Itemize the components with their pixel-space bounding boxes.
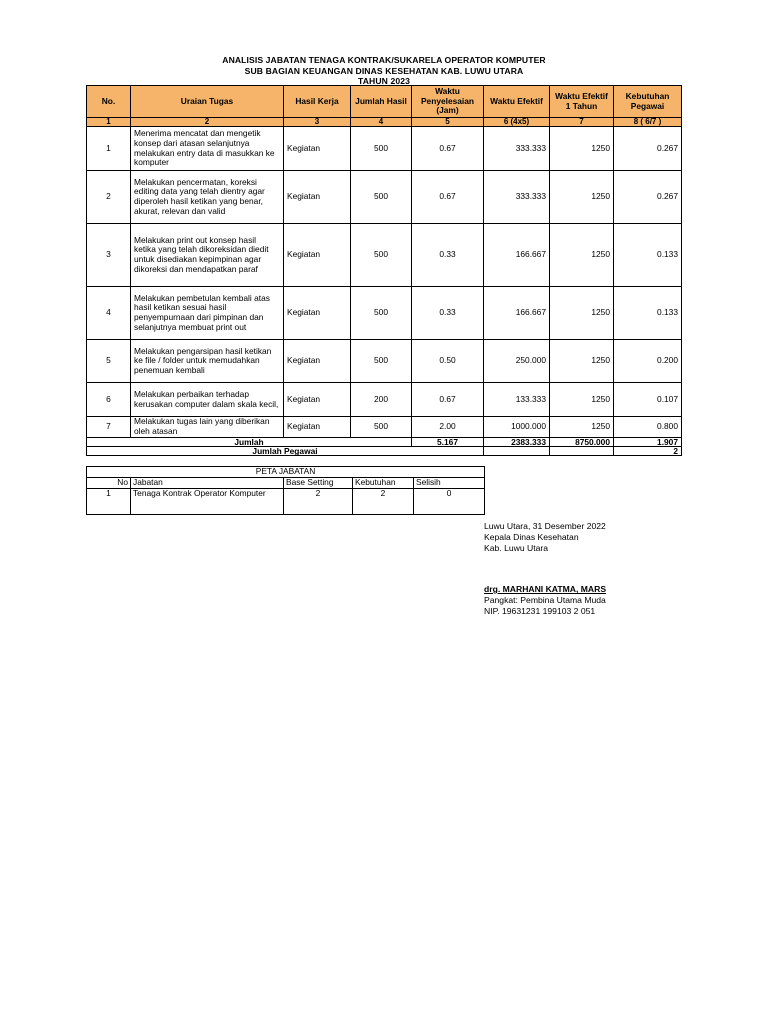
peta-jabatan-table xyxy=(86,466,485,515)
row-tahun: 1250 xyxy=(550,287,614,340)
peta-row-base: 2 xyxy=(284,489,353,515)
row-efektif: 166.667 xyxy=(484,287,550,340)
row-waktu: 0.50 xyxy=(412,340,484,383)
row-no: 3 xyxy=(87,224,131,287)
row-kebutuhan: 0.267 xyxy=(614,171,682,224)
header-hasil-kerja: Hasil Kerja xyxy=(284,86,351,118)
jumlah-efektif: 2383.333 xyxy=(484,438,550,447)
row-kebutuhan: 0.107 xyxy=(614,383,682,417)
peta-row-jabatan: Tenaga Kontrak Operator Komputer xyxy=(131,489,284,515)
row-tahun: 1250 xyxy=(550,127,614,171)
peta-header-jabatan: Jabatan xyxy=(131,478,284,489)
row-kebutuhan: 0.267 xyxy=(614,127,682,171)
table-row xyxy=(87,224,682,287)
row-task: Melakukan print out konsep hasil ketika yang telah dikoreksidan diedit untuk disediakan kepimpinan agar dikoreksi dan mendapatkan paraf xyxy=(131,224,284,287)
peta-row xyxy=(87,489,485,515)
analysis-table xyxy=(86,85,682,456)
header-waktu-penyelesaian: Waktu Penyelesaian (Jam) xyxy=(412,86,484,118)
col-number: 8 ( 6/7 ) xyxy=(614,118,682,127)
row-tahun: 1250 xyxy=(550,417,614,438)
table-row xyxy=(87,417,682,438)
row-jumlah: 500 xyxy=(351,224,412,287)
header-waktu-efektif-tahun: Waktu Efektif 1 Tahun xyxy=(550,86,614,118)
jumlah-pegawai-value: 2 xyxy=(614,447,682,456)
row-waktu: 0.67 xyxy=(412,171,484,224)
row-jumlah: 500 xyxy=(351,127,412,171)
row-waktu: 0.33 xyxy=(412,224,484,287)
column-number-row xyxy=(87,118,682,127)
table-row xyxy=(87,287,682,340)
col-number: 6 (4x5) xyxy=(484,118,550,127)
jumlah-tahun: 8750.000 xyxy=(550,438,614,447)
row-jumlah: 500 xyxy=(351,171,412,224)
header-jumlah-hasil: Jumlah Hasil xyxy=(351,86,412,118)
row-no: 4 xyxy=(87,287,131,340)
peta-header-selisih: Selisih xyxy=(414,478,485,489)
row-efektif: 333.333 xyxy=(484,127,550,171)
empty-cell xyxy=(484,447,550,456)
peta-header-base-setting: Base Setting xyxy=(284,478,353,489)
row-tahun: 1250 xyxy=(550,383,614,417)
row-task: Melakukan perbaikan terhadap kerusakan computer dalam skala kecil, xyxy=(131,383,284,417)
signature-space xyxy=(484,554,606,584)
empty-cell xyxy=(550,447,614,456)
jumlah-row xyxy=(87,438,682,447)
row-efektif: 133.333 xyxy=(484,383,550,417)
row-no: 5 xyxy=(87,340,131,383)
header-no: No. xyxy=(87,86,131,118)
jumlah-waktu: 5.167 xyxy=(412,438,484,447)
row-tahun: 1250 xyxy=(550,340,614,383)
col-number: 3 xyxy=(284,118,351,127)
row-kebutuhan: 0.800 xyxy=(614,417,682,438)
jumlah-label: Jumlah xyxy=(87,438,412,447)
row-efektif: 333.333 xyxy=(484,171,550,224)
row-waktu: 0.33 xyxy=(412,287,484,340)
row-efektif: 1000.000 xyxy=(484,417,550,438)
col-number: 7 xyxy=(550,118,614,127)
peta-row-no: 1 xyxy=(87,489,131,515)
peta-row-selisih: 0 xyxy=(414,489,485,515)
row-jumlah: 500 xyxy=(351,287,412,340)
row-jumlah: 200 xyxy=(351,383,412,417)
row-tahun: 1250 xyxy=(550,224,614,287)
row-task: Melakukan pembetulan kembali atas hasil ketikan sesuai hasil penyempurnaan dari pimpinan dan selanjutnya membuat print out xyxy=(131,287,284,340)
signature-place-date: Luwu Utara, 31 Desember 2022 xyxy=(484,521,606,531)
peta-row-kebutuhan: 2 xyxy=(353,489,414,515)
title-line-2: SUB BAGIAN KEUANGAN DINAS KESEHATAN KAB. LUWU UTARA xyxy=(244,65,524,76)
signature-nip: NIP. 19631231 199103 2 051 xyxy=(484,606,596,616)
row-hasil-kerja: Kegiatan xyxy=(284,224,351,287)
jumlah-pegawai-label: Jumlah Pegawai xyxy=(87,447,484,456)
table-row xyxy=(87,340,682,383)
table-header-row xyxy=(87,86,682,118)
table-row xyxy=(87,171,682,224)
col-number: 2 xyxy=(131,118,284,127)
row-kebutuhan: 0.200 xyxy=(614,340,682,383)
jumlah-pegawai-row xyxy=(87,447,682,456)
row-no: 2 xyxy=(87,171,131,224)
row-hasil-kerja: Kegiatan xyxy=(284,340,351,383)
row-jumlah: 500 xyxy=(351,417,412,438)
title-line-1: ANALISIS JABATAN TENAGA KONTRAK/SUKARELA OPERATOR KOMPUTER xyxy=(222,55,546,65)
table-row xyxy=(87,383,682,417)
peta-title-row xyxy=(87,467,485,478)
row-hasil-kerja: Kegiatan xyxy=(284,417,351,438)
row-efektif: 166.667 xyxy=(484,224,550,287)
row-efektif: 250.000 xyxy=(484,340,550,383)
row-waktu: 0.67 xyxy=(412,127,484,171)
peta-header-no: No xyxy=(87,478,131,489)
row-waktu: 0.67 xyxy=(412,383,484,417)
col-number: 1 xyxy=(87,118,131,127)
row-hasil-kerja: Kegiatan xyxy=(284,127,351,171)
row-tahun: 1250 xyxy=(550,171,614,224)
row-jumlah: 500 xyxy=(351,340,412,383)
header-uraian-tugas: Uraian Tugas xyxy=(131,86,284,118)
signature-rank: Pangkat: Pembina Utama Muda xyxy=(484,595,606,605)
document-title xyxy=(0,55,768,87)
peta-header-kebutuhan: Kebutuhan xyxy=(353,478,414,489)
peta-header-row xyxy=(87,478,485,489)
peta-title: PETA JABATAN xyxy=(87,467,485,478)
table-row xyxy=(87,127,682,171)
row-hasil-kerja: Kegiatan xyxy=(284,287,351,340)
signature-block xyxy=(484,521,606,617)
row-no: 7 xyxy=(87,417,131,438)
row-hasil-kerja: Kegiatan xyxy=(284,383,351,417)
row-kebutuhan: 0.133 xyxy=(614,224,682,287)
col-number: 5 xyxy=(412,118,484,127)
row-task: Melakukan pencermatan, koreksi editing data yang telah dientry agar diperoleh hasil ketikan yang benar, akurat, relevan dan valid xyxy=(131,171,284,224)
row-no: 6 xyxy=(87,383,131,417)
row-task: Melakukan pengarsipan hasil ketikan ke file / folder untuk memudahkan penemuan kembali xyxy=(131,340,284,383)
row-kebutuhan: 0.133 xyxy=(614,287,682,340)
row-waktu: 2.00 xyxy=(412,417,484,438)
title-line-3: TAHUN 2023 xyxy=(358,76,410,86)
row-task: Menerima mencatat dan mengetik konsep dari atasan selanjutnya melakukan entry data di masukkan ke komputer xyxy=(131,127,284,171)
col-number: 4 xyxy=(351,118,412,127)
row-hasil-kerja: Kegiatan xyxy=(284,171,351,224)
signature-name: drg. MARHANI KATMA, MARS xyxy=(484,584,607,594)
signature-position: Kepala Dinas Kesehatan xyxy=(484,532,579,542)
row-no: 1 xyxy=(87,127,131,171)
header-waktu-efektif: Waktu Efektif xyxy=(484,86,550,118)
jumlah-kebutuhan: 1.907 xyxy=(614,438,682,447)
row-task: Melakukan tugas lain yang diberikan oleh atasan xyxy=(131,417,284,438)
signature-region: Kab. Luwu Utara xyxy=(484,543,549,553)
header-kebutuhan-pegawai: Kebutuhan Pegawai xyxy=(614,86,682,118)
